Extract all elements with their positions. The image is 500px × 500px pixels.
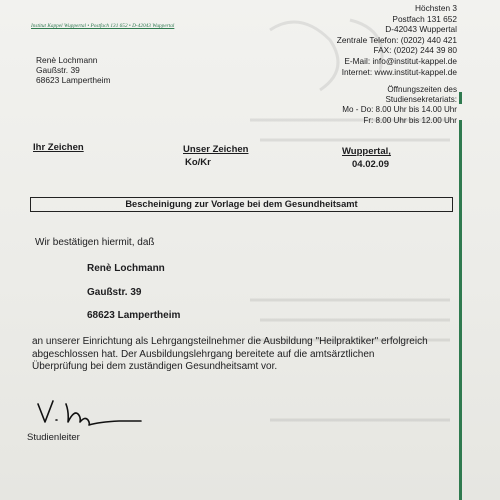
hours-line: Öffnungszeiten des xyxy=(387,85,457,94)
unser-zeichen-value: Ko/Kr xyxy=(185,157,211,168)
subject-line: Bescheinigung zur Vorlage bei dem Gesundheitsamt xyxy=(30,197,453,212)
recipient-address xyxy=(36,55,111,85)
handwritten-signature xyxy=(36,398,146,428)
contact-line: FAX: (0202) 244 39 80 xyxy=(373,45,457,56)
contact-line: Postfach 131 652 xyxy=(392,13,457,24)
contact-line: D-42043 Wuppertal xyxy=(385,24,457,35)
signatory-role: Studienleiter xyxy=(27,432,80,443)
place-label: Wuppertal, xyxy=(342,146,391,157)
recipient-street: Gaußstr. 39 xyxy=(36,65,80,75)
contact-line: Höchsten 3 xyxy=(415,3,457,13)
contact-line: Internet: www.institut-kappel.de xyxy=(341,66,457,77)
unser-zeichen-label: Unser Zeichen xyxy=(183,144,249,155)
sender-line: Institut Kappel Wuppertal • Postfach 131 652 • D-42043 Wuppertal xyxy=(31,23,175,29)
contact-line: Zentrale Telefon: (0202) 440 421 xyxy=(336,34,457,45)
person-name: Renè Lochmann xyxy=(87,263,165,274)
intro-text: Wir bestätigen hiermit, daß xyxy=(35,237,155,248)
contact-block xyxy=(337,3,457,77)
margin-rule xyxy=(459,120,462,500)
person-street: Gaußstr. 39 xyxy=(87,287,142,298)
recipient-city: 68623 Lampertheim xyxy=(36,75,111,85)
person-city: 68623 Lampertheim xyxy=(87,310,181,321)
recipient-name: Renè Lochmann xyxy=(36,55,98,65)
body-paragraph xyxy=(32,336,428,374)
letter-date: 04.02.09 xyxy=(352,159,389,170)
hours-line: Studiensekretariats: xyxy=(385,95,457,105)
fold-mark xyxy=(459,92,462,104)
paragraph-line: an unserer Einrichtung als Lehrgangsteilnehmer die Ausbildung "Heilpraktiker" erfolgreich xyxy=(32,336,428,347)
contact-line: E-Mail: info@institut-kappel.de xyxy=(344,55,457,66)
ihr-zeichen-label: Ihr Zeichen xyxy=(33,142,84,153)
hours-line: Fr: 8.00 Uhr bis 12.00 Uhr xyxy=(363,115,457,125)
office-hours-block xyxy=(342,85,457,126)
paragraph-line: abgeschlossen hat. Der Ausbildungslehrgang bereitete auf die amtsärztlichen xyxy=(32,348,375,360)
paragraph-line: Überprüfung bei dem zuständigen Gesundheitsamt vor. xyxy=(32,361,278,372)
hours-line: Mo - Do: 8.00 Uhr bis 14.00 Uhr xyxy=(342,105,457,115)
